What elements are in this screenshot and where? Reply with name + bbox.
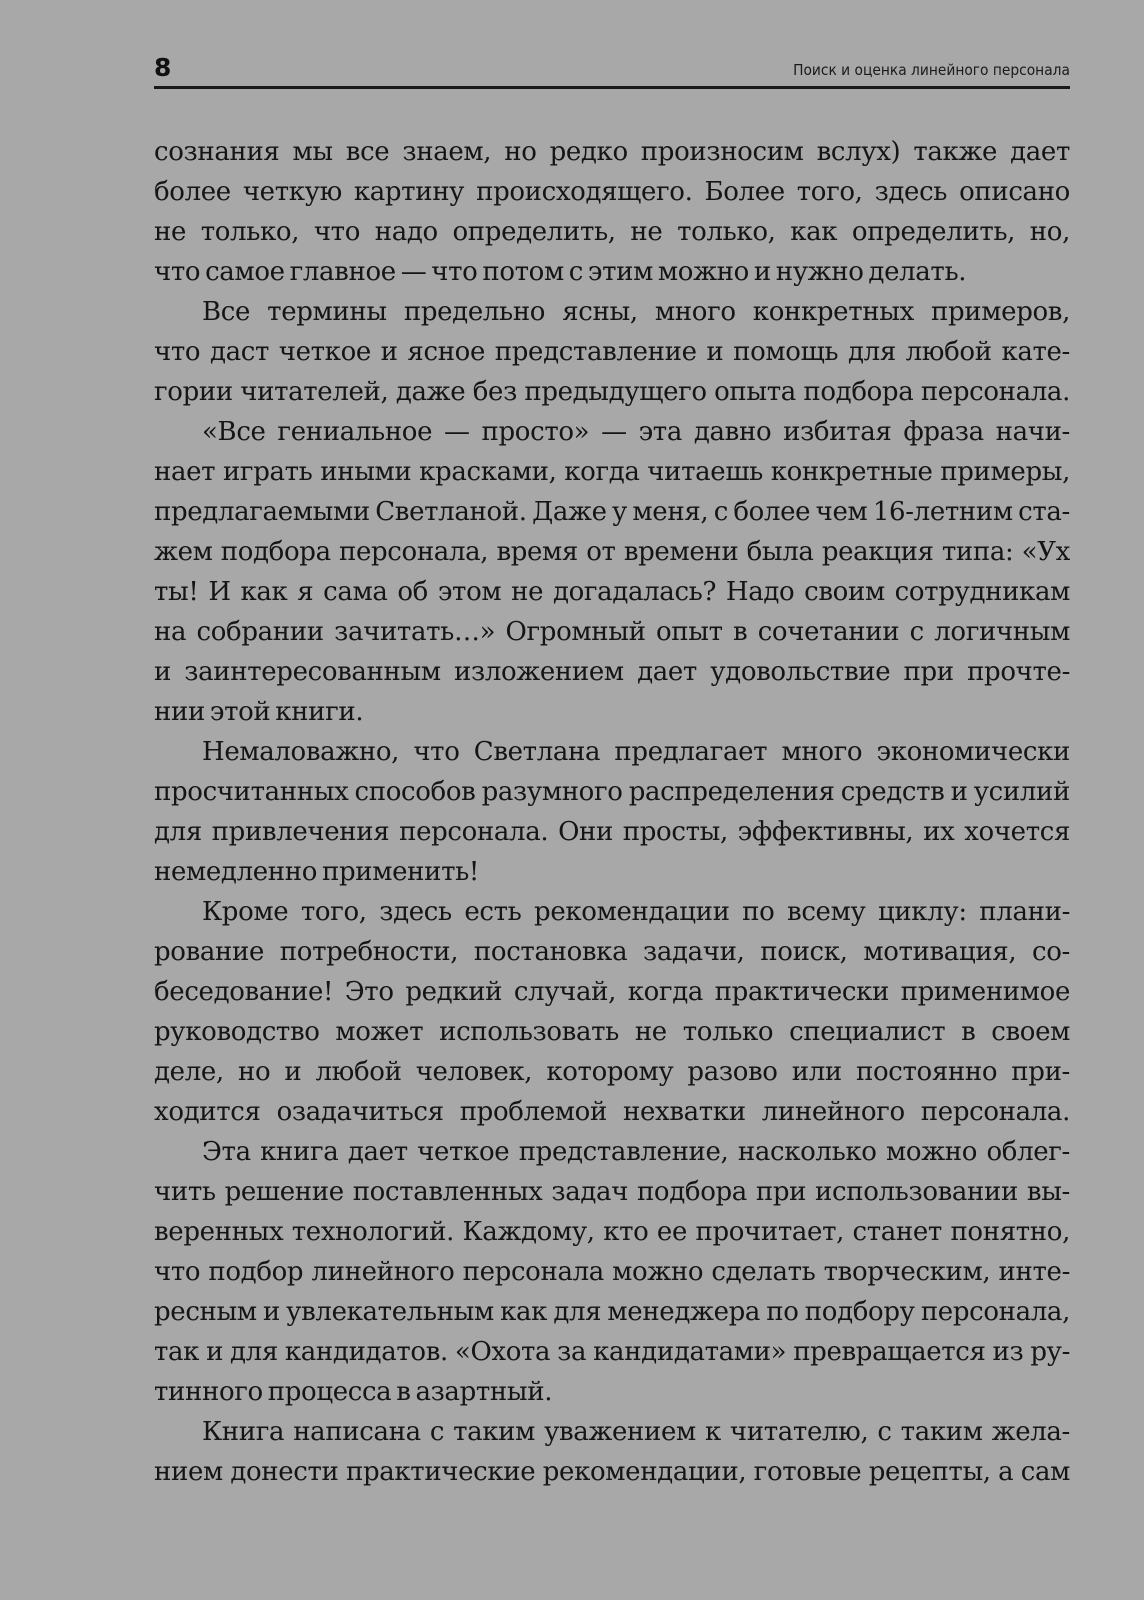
text-line: так и для кандидатов. «Охота за кандидатами» превращается из ру- — [154, 1337, 1070, 1367]
text-line: Книга написана с таким уважением к читателю, с таким жела- — [202, 1417, 1070, 1447]
text-line: и заинтересованным изложением дает удовольствие при прочте- — [154, 657, 1070, 687]
text-line: Все термины предельно ясны, много конкретных примеров, — [202, 297, 1070, 327]
text-line: что подбор линейного персонала можно сделать творческим, инте- — [154, 1257, 1070, 1287]
paragraph — [154, 132, 1070, 292]
text-line: рование потребности, постановка задачи, поиск, мотивация, со- — [154, 937, 1070, 967]
text-line: предлагаемыми Светланой. Даже у меня, с более чем 16-летним ста- — [154, 497, 1070, 527]
text-line: что даст четкое и ясное представление и помощь для любой кате- — [154, 337, 1070, 367]
paragraph — [154, 892, 1070, 1132]
text-line: деле, но и любой человек, которому разово или постоянно при- — [154, 1057, 1070, 1087]
text-line: ресным и увлекательным как для менеджера по подбору персонала, — [154, 1297, 1070, 1327]
text-line: просчитанных способов разумного распределения средств и усилий — [154, 777, 1070, 807]
text-line: беседование! Это редкий случай, когда практически применимое — [154, 977, 1070, 1007]
text-line: Эта книга дает четкое представление, насколько можно облег- — [202, 1137, 1070, 1167]
text-line: что самое главное — что потом с этим можно и нужно делать. — [154, 257, 967, 287]
paragraph — [154, 732, 1070, 892]
page-number: 8 — [154, 53, 172, 82]
text-line: на собрании зачитать…» Огромный опыт в сочетании с логичным — [154, 617, 1070, 647]
text-line: немедленно применить! — [154, 857, 480, 887]
text-line: веренных технологий. Каждому, кто ее прочитает, станет понятно, — [154, 1217, 1070, 1247]
text-line: нает играть иными красками, когда читаешь конкретные примеры, — [154, 457, 1070, 487]
paragraph — [154, 292, 1070, 412]
text-line: гории читателей, даже без предыдущего опыта подбора персонала. — [154, 377, 1070, 407]
text-line: нием донести практические рекомендации, готовые рецепты, а сам — [154, 1457, 1070, 1487]
text-line: Немаловажно, что Светлана предлагает много экономически — [202, 737, 1070, 767]
text-line: руководство может использовать не только специалист в своем — [154, 1017, 1070, 1047]
text-line: более четкую картину происходящего. Более того, здесь описано — [154, 177, 1070, 207]
text-line: жем подбора персонала, время от времени была реакция типа: «Ух — [154, 537, 1070, 567]
text-line: не только, что надо определить, не только, как определить, но, — [154, 217, 1070, 247]
text-line: Кроме того, здесь есть рекомендации по всему циклу: плани- — [202, 897, 1070, 927]
body-text — [154, 132, 1070, 1492]
text-line: для привлечения персонала. Они просты, эффективны, их хочется — [154, 817, 1070, 847]
paragraph — [154, 1412, 1070, 1492]
text-line: чить решение поставленных задач подбора при использовании вы- — [154, 1177, 1070, 1207]
text-line: ходится озадачиться проблемой нехватки линейного персонала. — [154, 1097, 1070, 1127]
paragraph — [154, 1132, 1070, 1412]
text-line: сознания мы все знаем, но редко произносим вслух) также дает — [154, 137, 1070, 167]
text-line: тинного процесса в азартный. — [154, 1377, 553, 1407]
page-header — [154, 44, 1070, 89]
paragraph — [154, 412, 1070, 732]
text-line: нии этой книги. — [154, 697, 364, 727]
running-title: Поиск и оценка линейного персонала — [793, 61, 1070, 79]
text-line: ты! И как я сама об этом не догадалась? Надо своим сотрудникам — [154, 577, 1070, 607]
text-line: «Все гениальное — просто» — эта давно избитая фраза начи- — [202, 417, 1070, 447]
